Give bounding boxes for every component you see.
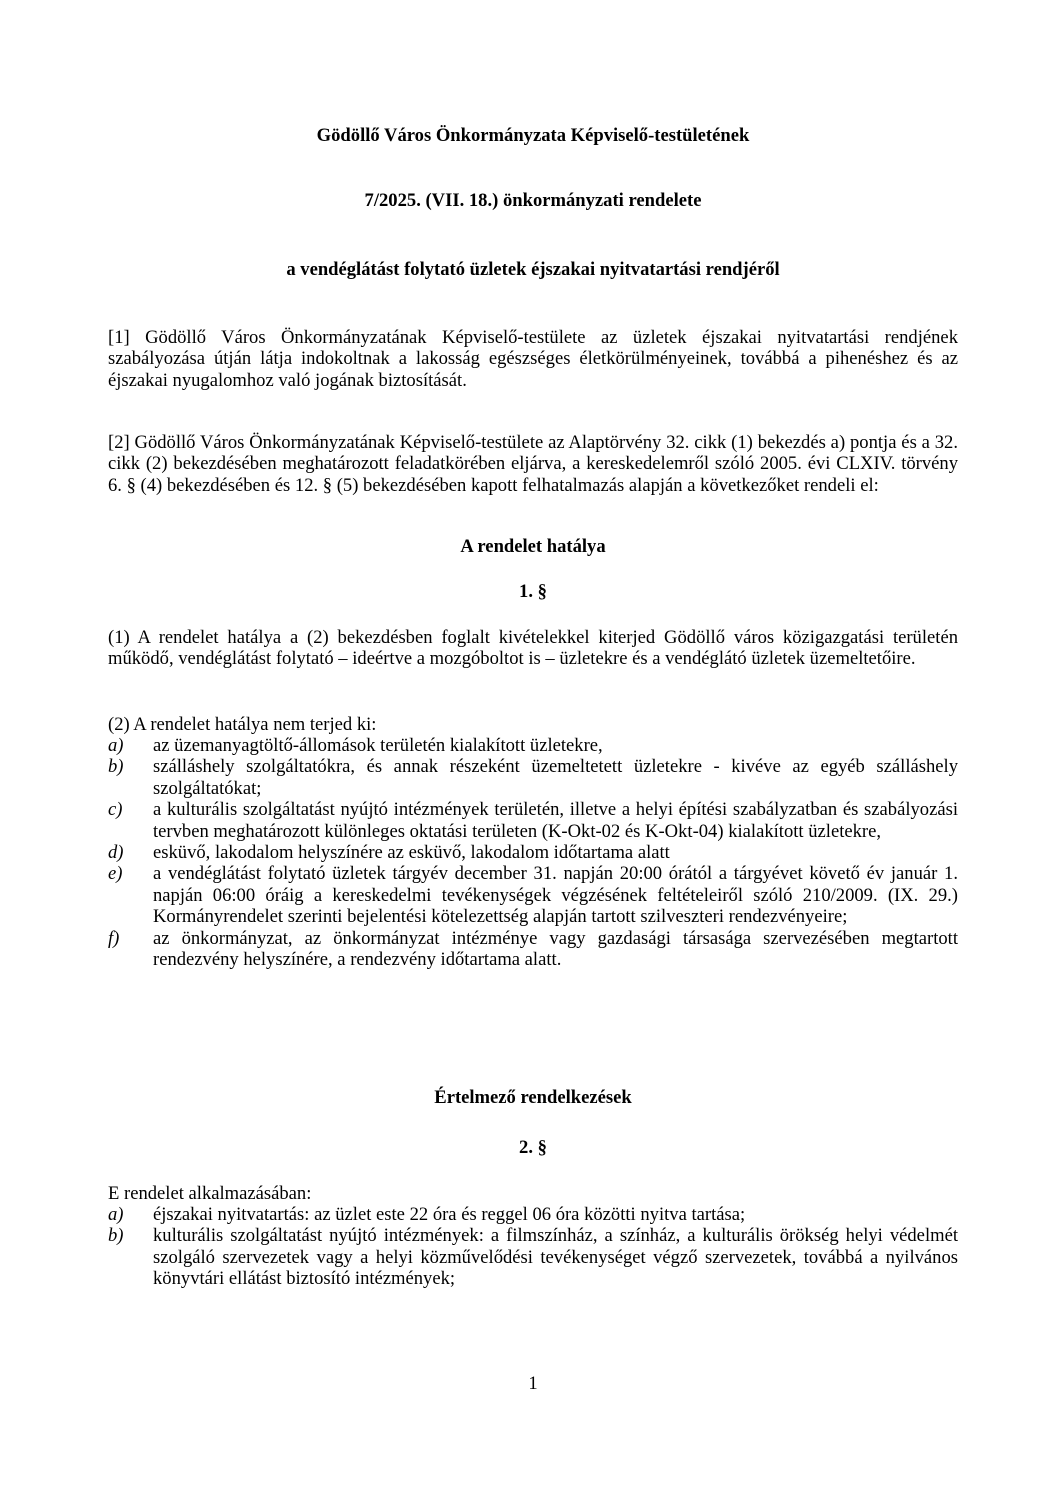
list-item-text: a vendéglátást folytató üzletek tárgyév december 31. napján 20:00 órától a tárgyévet követő év január 1. napján 06:00 óráig a kereskedelmi tevékenységek végzésének feltételeiről szóló 210/2009. (IX. 29.) Kormányrendelet szerinti bejelentési kötelezettség alapján tartott szilveszteri rendezvényeire;	[153, 863, 958, 928]
list-item-text: esküvő, lakodalom helyszínére az esküvő, lakodalom időtartama alatt	[153, 842, 670, 864]
list-item-text: kulturális szolgáltatást nyújtó intézmények: a filmszínház, a színház, a kulturális örökség helyi védelmét szolgáló szervezetek vagy a helyi közművelődési tevékenységet végző szervezetek, továbbá a nyilvános könyvtári ellátást biztosító intézmények;	[153, 1225, 958, 1290]
list-item-marker: b)	[108, 1225, 124, 1247]
list-item	[108, 1225, 958, 1289]
list-item-marker: f)	[108, 927, 120, 949]
list-item-marker: a)	[108, 1204, 124, 1225]
decree-number: 7/2025. (VII. 18.) önkormányzati rendelete	[364, 190, 702, 211]
issuer-title: Gödöllő Város Önkormányzata Képviselő-testületének	[316, 125, 750, 146]
list-item	[108, 735, 958, 756]
list-item	[108, 863, 958, 927]
list-item-marker: d)	[108, 842, 124, 864]
list-item-text: a kulturális szolgáltatást nyújtó intézmények területén, illetve a helyi építési szabályzatban és szabályozási tervben meghatározott különleges oktatási területen (K-Okt-02 és K-Okt-04) kialakított üzletekre,	[153, 799, 958, 842]
list-item	[108, 842, 958, 863]
section-2-heading: Értelmező rendelkezések	[434, 1087, 632, 1108]
list-item-text: az önkormányzat, az önkormányzat intézménye vagy gazdasági társasága szervezésében megtartott rendezvény helyszínére, a rendezvény időtartama alatt.	[153, 927, 958, 971]
list-item-marker: e)	[108, 863, 123, 885]
preamble-paragraph-1: [1] Gödöllő Város Önkormányzatának Képviselő-testülete az üzletek éjszakai nyitvatartási rendjének szabályozása útján látja indokoltnak a lakosság egészséges életkörülményeinek, továbbá a pihenéshez és az éjszakai nyugalomhoz való jogának biztosítását.	[108, 327, 958, 391]
section-2-intro: E rendelet alkalmazásában:	[108, 1183, 312, 1204]
list-item	[108, 799, 958, 842]
section-1-paragraph-2-intro: (2) A rendelet hatálya nem terjed ki:	[108, 714, 377, 735]
list-item-text: az üzemanyagtöltő-állomások területén kialakított üzletekre,	[153, 735, 603, 756]
section-1-paragraph-1: (1) A rendelet hatálya a (2) bekezdésben foglalt kivételekkel kiterjed Gödöllő város közigazgatási területén működő, vendéglátást folytató – ideértve a mozgóboltot is – üzletekre és a vendéglátó üzletek üzemeltetőire.	[108, 627, 958, 670]
list-item-text: szálláshely szolgáltatókra, és annak részeként üzemeltetett üzletekre - kivéve az egyéb szálláshely szolgáltatókat;	[153, 756, 958, 799]
page-number: 1	[528, 1373, 538, 1394]
preamble-paragraph-2: [2] Gödöllő Város Önkormányzatának Képviselő-testülete az Alaptörvény 32. cikk (1) bekezdés a) pontja és a 32. cikk (2) bekezdésében meghatározott feladatkörében eljárva, a kereskedelemről szóló 2005. évi CLXIV. törvény 6. § (4) bekezdésében és 12. § (5) bekezdésében kapott felhatalmazás alapján a következőket rendeli el:	[108, 432, 958, 496]
list-item-marker: b)	[108, 756, 124, 778]
decree-subject: a vendéglátást folytató üzletek éjszakai nyitvatartási rendjéről	[286, 259, 780, 280]
list-item	[108, 1204, 958, 1225]
section-1-heading: A rendelet hatálya	[460, 536, 606, 557]
list-item-marker: a)	[108, 735, 124, 756]
section-2-number: 2. §	[519, 1137, 547, 1158]
section-1-number: 1. §	[519, 581, 547, 602]
list-item-marker: c)	[108, 799, 123, 821]
list-item	[108, 928, 958, 971]
exclusion-list	[108, 735, 958, 970]
definitions-list	[108, 1204, 958, 1290]
list-item-text: éjszakai nyitvatartás: az üzlet este 22 óra és reggel 06 óra közötti nyitva tartása;	[153, 1204, 746, 1225]
list-item	[108, 756, 958, 799]
